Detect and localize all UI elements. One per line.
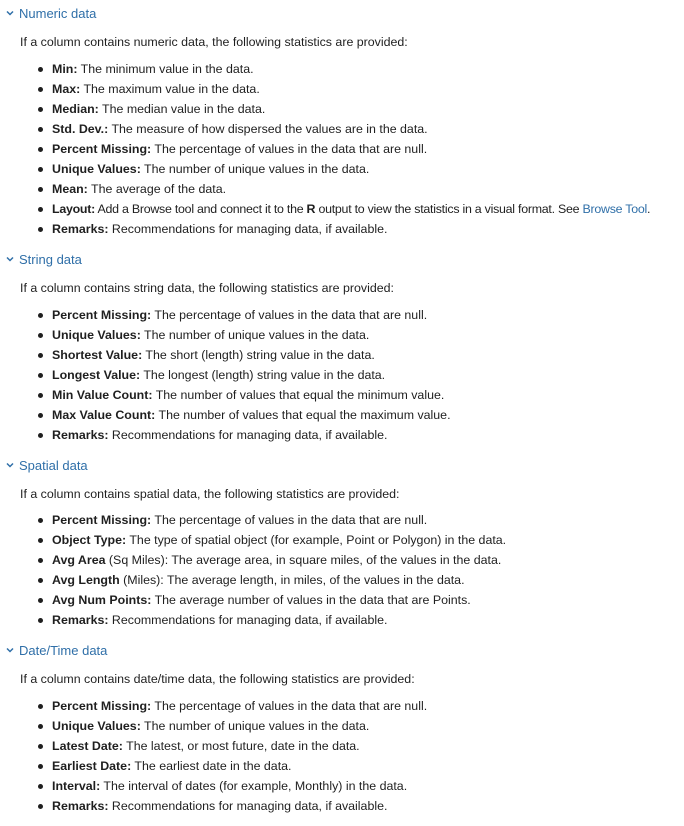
- list-item: [0, 590, 506, 610]
- item-term: Median:: [52, 102, 99, 116]
- item-term: Remarks:: [52, 428, 109, 442]
- chevron-down-icon: [3, 6, 17, 20]
- section-header-date-time-data[interactable]: [0, 640, 107, 660]
- item-desc: The average of the data.: [87, 182, 227, 196]
- section-header-spatial-data[interactable]: [0, 455, 88, 475]
- list-item: [0, 59, 650, 79]
- item-desc: The number of unique values in the data.: [140, 328, 370, 342]
- section-intro: If a column contains string data, the following statistics are provided:: [20, 281, 394, 295]
- item-desc: The type of spatial object (for example, Point or Polygon) in the data.: [126, 533, 507, 547]
- chevron-down-icon: [3, 643, 17, 657]
- item-desc: Recommendations for managing data, if available.: [108, 613, 388, 627]
- item-term: Percent Missing:: [52, 513, 152, 527]
- item-desc: (Miles): The average length, in miles, of the values in the data.: [119, 573, 465, 587]
- list-item: [0, 756, 427, 776]
- item-desc: The latest, or most future, date in the data.: [122, 739, 360, 753]
- item-term: Std. Dev.:: [52, 122, 109, 136]
- item-term: Unique Values:: [52, 328, 141, 342]
- section-header-numeric-data[interactable]: [0, 3, 96, 23]
- list-item: [0, 325, 451, 345]
- item-term: Remarks:: [52, 799, 109, 813]
- section-title: Spatial data: [19, 457, 88, 473]
- item-term: Min Value Count:: [52, 388, 153, 402]
- list-item: [0, 425, 451, 445]
- list-item: [0, 159, 650, 179]
- item-desc: Add a Browse tool and connect it to the: [95, 202, 307, 216]
- item-desc: The short (length) string value in the data.: [142, 348, 375, 362]
- item-term: Layout:: [52, 202, 95, 216]
- item-desc: Recommendations for managing data, if available.: [108, 222, 388, 236]
- item-term: Avg Area: [52, 553, 106, 567]
- list-item: [0, 305, 451, 325]
- item-desc: The interval of dates (for example, Monthly) in the data.: [100, 779, 408, 793]
- item-desc: The number of values that equal the maximum value.: [155, 408, 451, 422]
- item-desc: The percentage of values in the data that are null.: [151, 699, 428, 713]
- item-term: Min:: [52, 62, 78, 76]
- list-item: [0, 119, 650, 139]
- item-term: Max Value Count:: [52, 408, 156, 422]
- section-intro: If a column contains date/time data, the following statistics are provided:: [20, 672, 415, 686]
- item-term: Latest Date:: [52, 739, 123, 753]
- item-desc: The number of unique values in the data.: [140, 162, 370, 176]
- item-desc: Recommendations for managing data, if available.: [108, 799, 388, 813]
- item-desc: (Sq Miles): The average area, in square miles, of the values in the data.: [105, 553, 502, 567]
- list-item: [0, 219, 650, 239]
- item-term: Percent Missing:: [52, 308, 152, 322]
- item-desc: The percentage of values in the data that are null.: [151, 142, 428, 156]
- item-term: Remarks:: [52, 613, 109, 627]
- item-term: Max:: [52, 82, 81, 96]
- item-desc: The earliest date in the data.: [131, 759, 292, 773]
- list-item: [0, 199, 650, 219]
- section-title: Numeric data: [19, 5, 97, 21]
- list-item: [0, 796, 427, 816]
- item-term: Shortest Value:: [52, 348, 143, 362]
- string-stats-list: [0, 305, 451, 445]
- list-item: [0, 99, 650, 119]
- list-item: [0, 345, 451, 365]
- item-term: Avg Num Points:: [52, 593, 152, 607]
- item-desc: The number of unique values in the data.: [140, 719, 370, 733]
- numeric-stats-list: [0, 59, 650, 239]
- list-item: [0, 139, 650, 159]
- item-desc: The percentage of values in the data that are null.: [151, 308, 428, 322]
- list-item: [0, 716, 427, 736]
- list-item: [0, 510, 506, 530]
- item-term: Percent Missing:: [52, 699, 152, 713]
- chevron-down-icon: [3, 458, 17, 472]
- item-desc: The number of values that equal the minimum value.: [152, 388, 445, 402]
- item-term: Percent Missing:: [52, 142, 152, 156]
- list-item: [0, 570, 506, 590]
- section-intro: If a column contains spatial data, the following statistics are provided:: [20, 487, 400, 501]
- item-desc-end: .: [647, 202, 651, 216]
- list-item: [0, 179, 650, 199]
- item-desc: The average number of values in the data that are Points.: [151, 593, 471, 607]
- item-term: Mean:: [52, 182, 88, 196]
- list-item: [0, 696, 427, 716]
- item-desc: The longest (length) string value in the data.: [140, 368, 386, 382]
- section-title: Date/Time data: [19, 642, 108, 658]
- item-term: Longest Value:: [52, 368, 141, 382]
- list-item: [0, 736, 427, 756]
- item-term: Unique Values:: [52, 719, 141, 733]
- item-desc: The percentage of values in the data that are null.: [151, 513, 428, 527]
- list-item: [0, 530, 506, 550]
- output-anchor-label: R: [306, 202, 316, 216]
- item-term: Earliest Date:: [52, 759, 132, 773]
- section-header-string-data[interactable]: [0, 249, 82, 269]
- item-desc: The measure of how dispersed the values are in the data.: [108, 122, 428, 136]
- item-term: Remarks:: [52, 222, 109, 236]
- list-item: [0, 385, 451, 405]
- item-term: Interval:: [52, 779, 101, 793]
- list-item: [0, 79, 650, 99]
- datetime-stats-list: [0, 696, 427, 816]
- item-desc: The minimum value in the data.: [77, 62, 254, 76]
- list-item: [0, 610, 506, 630]
- chevron-down-icon: [3, 252, 17, 266]
- section-intro: If a column contains numeric data, the following statistics are provided:: [20, 35, 408, 49]
- list-item: [0, 405, 451, 425]
- item-term: Unique Values:: [52, 162, 141, 176]
- spatial-stats-list: [0, 510, 506, 630]
- item-term: Avg Length: [52, 573, 120, 587]
- item-term: Object Type:: [52, 533, 127, 547]
- item-desc: Recommendations for managing data, if available.: [108, 428, 388, 442]
- item-desc: The median value in the data.: [98, 102, 266, 116]
- browse-tool-link[interactable]: Browse Tool: [582, 202, 648, 216]
- list-item: [0, 365, 451, 385]
- list-item: [0, 550, 506, 570]
- section-title: String data: [19, 251, 82, 267]
- item-desc-continued: output to view the statistics in a visual format. See: [315, 202, 583, 216]
- item-desc: The maximum value in the data.: [80, 82, 260, 96]
- list-item: [0, 776, 427, 796]
